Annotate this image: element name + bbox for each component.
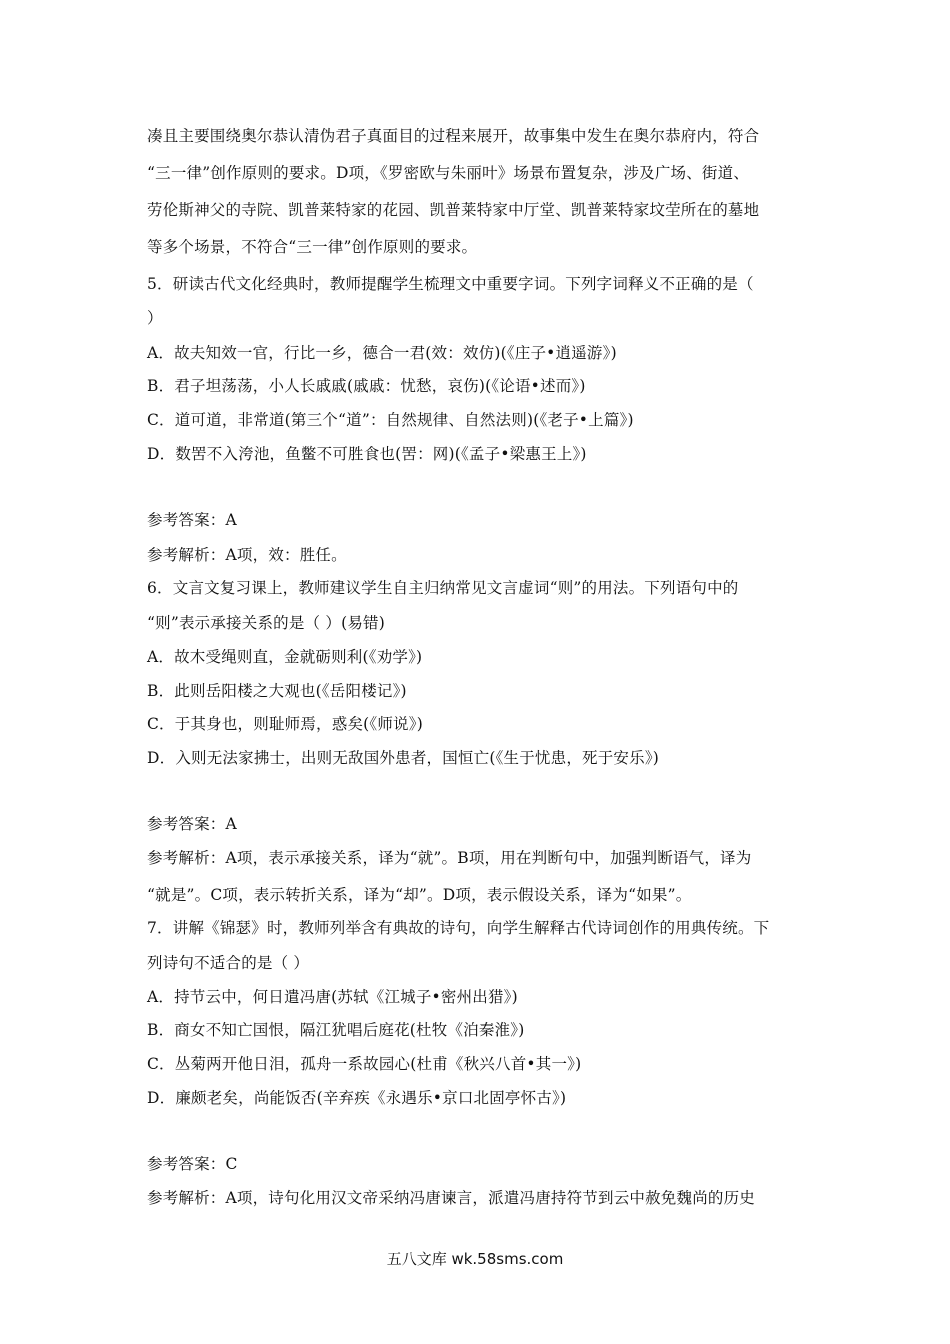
q5-answer: 参考答案：A <box>147 511 237 529</box>
footer-watermark: 五八文库 wk.58sms.com <box>386 1250 564 1268</box>
q5-stem-line-1: 5．研读古代文化经典时，教师提醒学生梳理文中重要字词。下列字词释义不正确的是（ <box>147 275 754 293</box>
q6-stem-line-1: 6．文言文复习课上，教师建议学生自主归纳常见文言虚词“则”的用法。下列语句中的 <box>147 579 739 597</box>
q7-option-b: B．商女不知亡国恨，隔江犹唱后庭花(杜牧《泊秦淮》) <box>147 1021 525 1039</box>
intro-line-2: “三一律”创作原则的要求。D项，《罗密欧与朱丽叶》场景布置复杂，涉及广场、街道、 <box>147 164 750 182</box>
q7-option-d: D．廉颇老矣，尚能饭否(辛弃疾《永遇乐•京口北固亭怀古》) <box>147 1089 567 1107</box>
q6-option-b: B．此则岳阳楼之大观也(《岳阳楼记》) <box>147 682 407 700</box>
q6-answer: 参考答案：A <box>147 815 237 833</box>
q6-analysis-line-1: 参考解析：A项，表示承接关系，译为“就”。B项，用在判断句中，加强判断语气，译为 <box>147 849 752 867</box>
q6-option-d: D．入则无法家拂士，出则无敌国外患者，国恒亡(《生于忧患，死于安乐》) <box>147 749 660 767</box>
q6-option-a: A．故木受绳则直，金就砺则利(《劝学》) <box>147 648 423 666</box>
q6-stem-line-2: “则”表示承接关系的是（ ）(易错) <box>147 614 385 632</box>
q5-analysis: 参考解析：A项，效：胜任。 <box>147 546 347 564</box>
q5-option-a: A．故夫知效一官，行比一乡，德合一君(效：效仿)(《庄子•逍遥游》) <box>147 344 617 362</box>
intro-line-1: 凑且主要围绕奥尔恭认清伪君子真面目的过程来展开，故事集中发生在奥尔恭府内，符合 <box>147 127 760 145</box>
q7-stem-line-2: 列诗句不适合的是（ ） <box>147 954 310 972</box>
q7-analysis: 参考解析：A项，诗句化用汉文帝采纳冯唐谏言，派遣冯唐持符节到云中赦免魏尚的历史 <box>147 1189 755 1207</box>
q6-option-c: C．于其身也，则耻师焉，惑矣(《师说》) <box>147 715 423 733</box>
q6-analysis-line-2: “就是”。C项，表示转折关系，译为“却”。D项，表示假设关系，译为“如果”。 <box>147 886 692 904</box>
intro-line-3: 劳伦斯神父的寺院、凯普莱特家的花园、凯普莱特家中厅堂、凯普莱特家坟茔所在的墓地 <box>147 201 760 219</box>
q5-option-c: C．道可道，非常道(第三个“道”：自然规律、自然法则)(《老子•上篇》) <box>147 411 634 429</box>
q7-option-a: A．持节云中，何日遣冯唐(苏轼《江城子•密州出猎》) <box>147 988 518 1006</box>
q5-stem-line-2: ） <box>147 309 163 327</box>
q7-stem-line-1: 7．讲解《锦瑟》时，教师列举含有典故的诗句，向学生解释古代诗词创作的用典传统。下 <box>147 919 770 937</box>
q7-answer: 参考答案：C <box>147 1155 238 1173</box>
q5-option-b: B．君子坦荡荡，小人长戚戚(戚戚：忧愁，哀伤)(《论语•述而》) <box>147 377 586 395</box>
q7-option-c: C．丛菊两开他日泪，孤舟一系故园心(杜甫《秋兴八首•其一》) <box>147 1055 582 1073</box>
q5-option-d: D．数罟不入洿池，鱼鳖不可胜食也(罟：网)(《孟子•梁惠王上》) <box>147 445 587 463</box>
intro-line-4: 等多个场景，不符合“三一律”创作原则的要求。 <box>147 238 478 256</box>
